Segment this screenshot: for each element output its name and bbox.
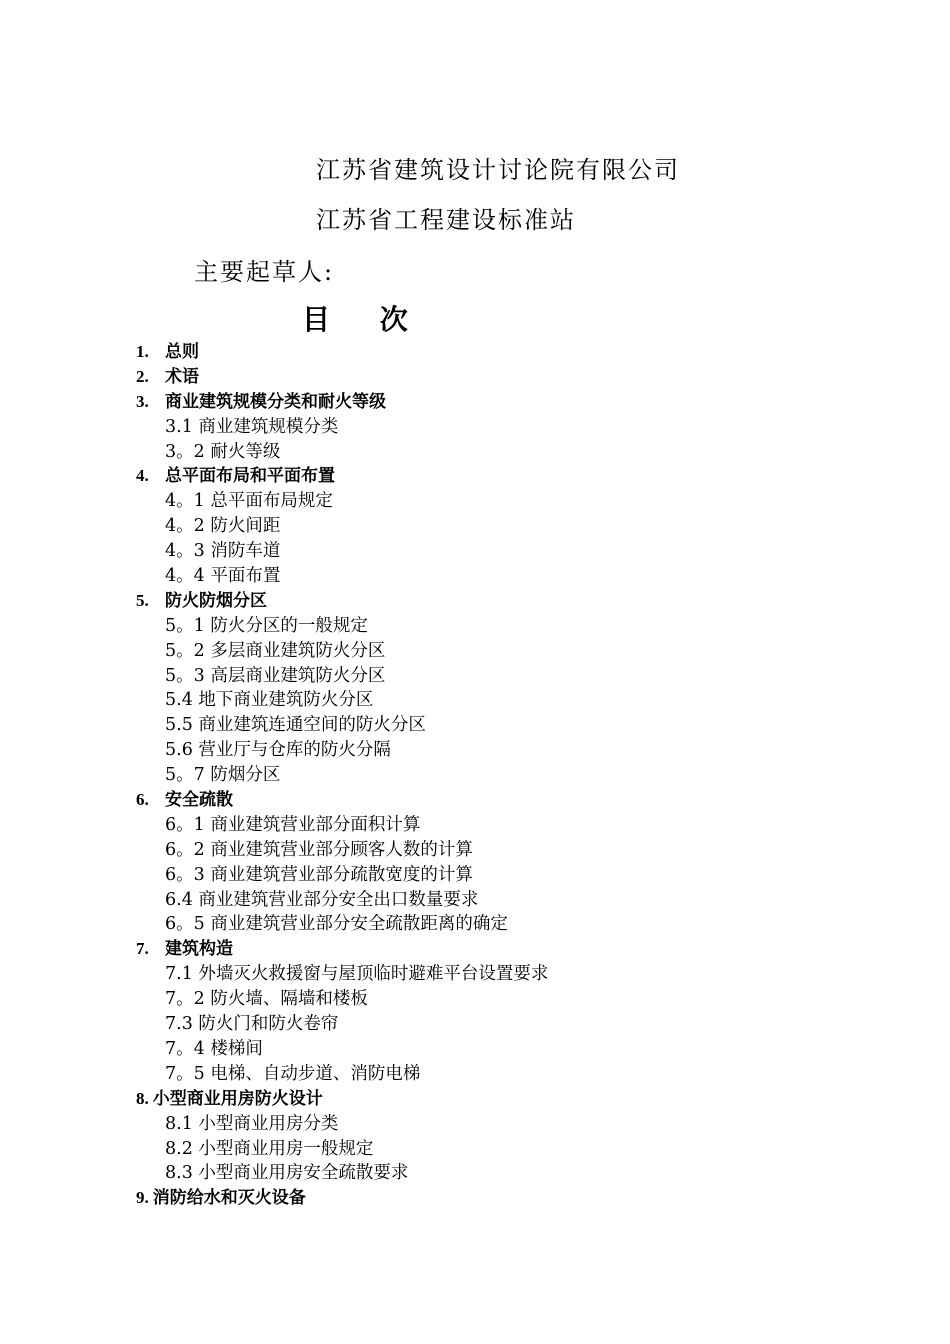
toc-section bbox=[136, 1062, 896, 1087]
toc-section bbox=[136, 564, 896, 589]
toc-section-title: 7.1 外墙灭火救援窗与屋顶临时避难平台设置要求 bbox=[165, 964, 549, 985]
toc-section bbox=[136, 514, 896, 539]
toc-chapter-title: 商业建筑规模分类和耐火等级 bbox=[165, 391, 386, 412]
toc-section-title: 6。1 商业建筑营业部分面积计算 bbox=[165, 814, 421, 835]
toc-chapter bbox=[136, 937, 896, 962]
toc-section-title: 6.4 商业建筑营业部分安全出口数量要求 bbox=[165, 889, 479, 910]
drafter-label: 主要起草人: bbox=[194, 258, 335, 286]
toc-chapter-number: 6. bbox=[136, 790, 149, 810]
toc-section bbox=[136, 539, 896, 564]
org-name-1: 江苏省建筑设计讨论院有限公司 bbox=[316, 156, 680, 184]
toc-section bbox=[136, 1012, 896, 1037]
toc-section bbox=[136, 763, 896, 788]
toc-section bbox=[136, 987, 896, 1012]
toc-chapter-number: 7. bbox=[136, 939, 149, 959]
toc-chapter-title: 防火防烟分区 bbox=[165, 590, 267, 611]
toc-section-title: 6。3 商业建筑营业部分疏散宽度的计算 bbox=[165, 864, 473, 885]
toc-chapter-number: 3. bbox=[136, 391, 149, 411]
toc-chapter-number: 1. bbox=[136, 342, 149, 361]
toc-chapter-number: 2. bbox=[136, 366, 149, 386]
toc-section bbox=[136, 440, 896, 465]
toc-section-title: 3.1 商业建筑规模分类 bbox=[165, 416, 339, 437]
toc-section-title: 3。2 耐火等级 bbox=[165, 441, 281, 462]
toc-section-title: 6。5 商业建筑营业部分安全疏散距离的确定 bbox=[165, 914, 508, 935]
toc-chapter-title: 总平面布局和平面布置 bbox=[165, 466, 335, 487]
toc-section-title: 8.1 小型商业用房分类 bbox=[165, 1113, 339, 1134]
toc-section bbox=[136, 1037, 896, 1062]
toc-section-title: 5.5 商业建筑连通空间的防火分区 bbox=[165, 715, 426, 736]
toc-section-title: 5。2 多层商业建筑防火分区 bbox=[165, 640, 386, 661]
toc-chapter-number: 5. bbox=[136, 590, 149, 610]
toc-section-title: 5.4 地下商业建筑防火分区 bbox=[165, 690, 374, 711]
toc-section-title: 4。3 消防车道 bbox=[165, 541, 281, 562]
toc-section bbox=[136, 838, 896, 863]
toc-chapter-title: 总则 bbox=[165, 342, 199, 362]
toc-section bbox=[136, 489, 896, 514]
toc-section-title: 4。1 总平面布局规定 bbox=[165, 491, 333, 512]
toc-section-title: 5。1 防火分区的一般规定 bbox=[165, 615, 368, 636]
toc-section bbox=[136, 738, 896, 763]
toc-section bbox=[136, 863, 896, 888]
toc-chapter bbox=[136, 788, 896, 813]
toc-chapter bbox=[136, 589, 896, 614]
org-name-2: 江苏省工程建设标准站 bbox=[316, 206, 576, 234]
toc-chapter-title: 术语 bbox=[165, 366, 199, 387]
toc-section bbox=[136, 962, 896, 987]
toc-section-title: 5。3 高层商业建筑防火分区 bbox=[165, 665, 386, 686]
toc-section bbox=[136, 664, 896, 689]
toc-section-title: 4。4 平面布置 bbox=[165, 566, 281, 587]
toc-section bbox=[136, 912, 896, 937]
toc-section-title: 5.6 营业厅与仓库的防火分隔 bbox=[165, 740, 391, 761]
toc-section bbox=[136, 639, 896, 664]
toc-section bbox=[136, 415, 896, 440]
toc-section bbox=[136, 1137, 896, 1162]
toc-chapter bbox=[136, 340, 896, 365]
toc-section bbox=[136, 614, 896, 639]
toc-chapter bbox=[136, 390, 896, 415]
toc-section bbox=[136, 1161, 896, 1186]
toc-section-title: 7。5 电梯、自动步道、消防电梯 bbox=[165, 1063, 421, 1084]
toc-section-title: 7。4 楼梯间 bbox=[165, 1038, 263, 1059]
table-of-contents bbox=[136, 340, 896, 1211]
toc-section-title: 8.2 小型商业用房一般规定 bbox=[165, 1138, 374, 1159]
toc-section bbox=[136, 888, 896, 913]
toc-chapter-title: 消防给水和灭火设备 bbox=[152, 1188, 306, 1209]
toc-chapter-title: 建筑构造 bbox=[165, 939, 233, 960]
toc-section-title: 8.3 小型商业用房安全疏散要求 bbox=[165, 1163, 409, 1184]
toc-section-title: 5。7 防烟分区 bbox=[165, 765, 281, 786]
toc-chapter-number: 4. bbox=[136, 466, 149, 486]
toc-section bbox=[136, 813, 896, 838]
toc-section-title: 7。2 防火墙、隔墙和楼板 bbox=[165, 989, 368, 1010]
toc-chapter bbox=[136, 464, 896, 489]
toc-title: 目 次 bbox=[302, 303, 428, 336]
toc-section-title: 7.3 防火门和防火卷帘 bbox=[165, 1014, 339, 1035]
toc-chapter bbox=[136, 1087, 896, 1112]
toc-chapter bbox=[136, 365, 896, 390]
toc-section bbox=[136, 688, 896, 713]
toc-chapter-title: 小型商业用房防火设计 bbox=[152, 1088, 323, 1109]
toc-section bbox=[136, 1112, 896, 1137]
toc-chapter-title: 安全疏散 bbox=[165, 790, 233, 811]
toc-section-title: 6。2 商业建筑营业部分顾客人数的计算 bbox=[165, 839, 473, 860]
toc-chapter-number: 8. bbox=[136, 1088, 149, 1108]
toc-section bbox=[136, 713, 896, 738]
toc-chapter-number: 9. bbox=[136, 1188, 149, 1208]
toc-chapter bbox=[136, 1186, 896, 1211]
toc-section-title: 4。2 防火间距 bbox=[165, 516, 281, 537]
